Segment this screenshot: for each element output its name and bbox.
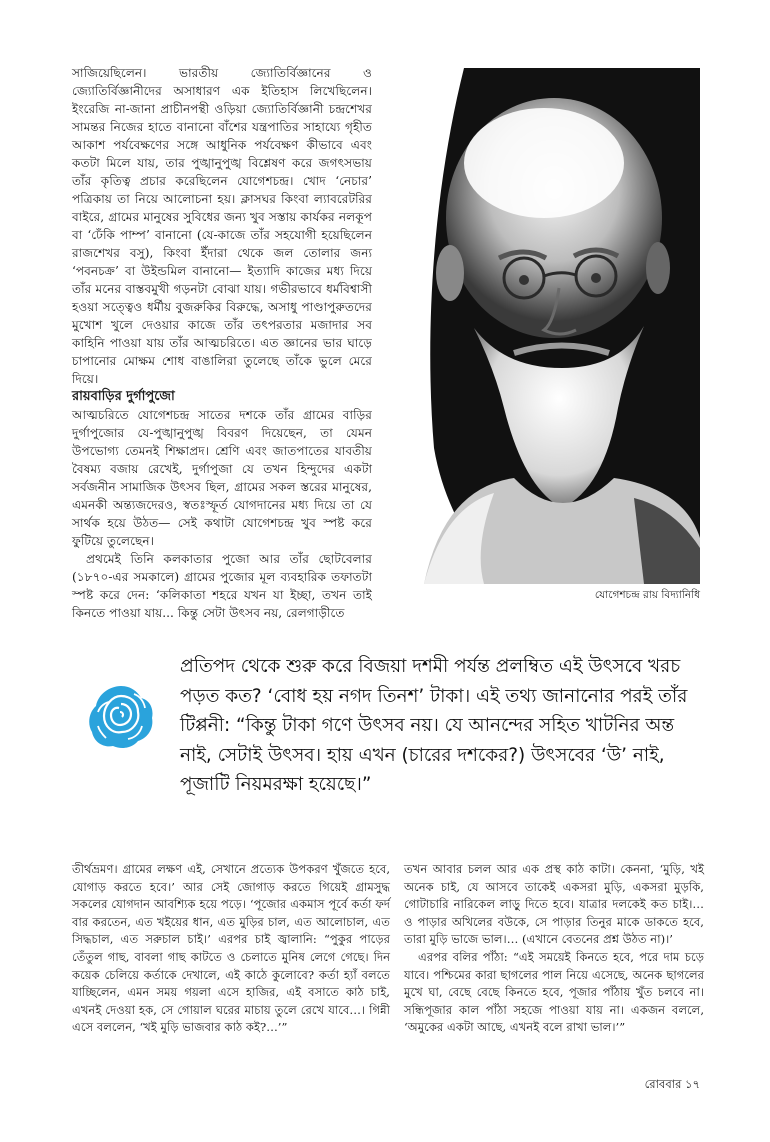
- pull-quote: প্রতিপদ থেকে শুরু করে বিজয়া দশমী পর্যন্ত প্রলম্বিত এই উৎসবে খরচ পড়ত কত? ‘বোধ হয় নগদ তিনশ’ টাকা। এই তথ্য জানানোর পরই তাঁর টিপ্পনী: “কিন্তু টাকা গণে উৎসব নয়। যে আনন্দের সহিত খাটনির অন্ত নাই, সেটাই উৎসব। হায় এখন (চারের দশকের?) উৎসবের ‘উ’ নাই, পূজাটি নিয়মরক্ষা হয়েছে।”: [180, 656, 688, 795]
- page-number: রোববার ১৭: [644, 1077, 700, 1091]
- article-paragraph: এরপর বলির পাঁঠা: “এই সময়েই কিনতে হবে, পরে দাম চড়ে যাবে। পশ্চিমের কারা ছাগলের পাল নিয়ে এসেছে, অনেক ছাগলের মুখে ঘা, বেছে বেছে কিনতে হবে, পূজার পাঁঠায় খুঁত চলবে না। সন্ধিপূজার কাল পাঁঠা সহজে পাওয়া যায় না। একজন বললে, ‘অমুকের একটা আছে, এখনই বলে রাখা ভাল।’”: [404, 949, 704, 1035]
- article-paragraph: সাজিয়েছিলেন। ভারতীয় জ্যোতির্বিজ্ঞানের ও জ্যোতির্বিজ্ঞানীদের অসাধারণ এক ইতিহাস লিখেছিলেন। ইংরেজি না-জানা প্রাচীনপন্থী ওড়িয়া জ্যোতির্বিজ্ঞানী চন্দ্রশেখর সামন্তর নিজের হাতে বানানো বাঁশের যন্ত্রপাতির সাহায্যে গৃহীত আকাশ পর্যবেক্ষণের সঙ্গে আধুনিক পর্যবেক্ষণ কীভাবে এবং কতটা মিলে যায়, তার পুঙ্খানুপুঙ্খ বিশ্লেষণ করে জগৎসভায় তাঁর কৃতিত্ব প্রচার করেছিলেন যোগেশচন্দ্র। খোদ ‘নেচার’ পত্রিকায় তা নিয়ে আলোচনা হয়। ক্লাসঘর কিংবা ল্যাবরেটরির বাইরে, গ্রামের মানুষের সুবিধের জন্য খুব সস্তায় কার্যকর নলকূপ বা ‘ঢেঁকি পাম্প’ বানানো (যে-কাজে তাঁর সহযোগী হয়েছিলেন রাজশেখর বসু), কিংবা ইঁদারা থেকে জল তোলার জন্য ‘পবনচক্র’ বা উইন্ডমিল বানানো— ইত্যাদি কাজের মধ্য দিয়ে তাঁর মনের বাস্তবমুখী গড়নটা বোঝা যায়। গভীরভাবে ধর্মবিশ্বাসী হওয়া সত্ত্বেও ধর্মীয় বুজরুকির বিরুদ্ধে, অসাধু পাণ্ডাপুরুতদের মুখোশ খুলে দেওয়ার কাজে তাঁর তৎপরতার মজাদার সব কাহিনি পাওয়া যায় তাঁর আত্মচরিতে। এত জ্ঞানের ভার ঘাড়ে চাপানোর মোক্ষম শোধ বাঙালিরা তুলেছে তাঁকে ভুলে মেরে দিয়ে।: [72, 66, 372, 386]
- rose-ornament-icon: [86, 682, 156, 752]
- article-paragraph: আত্মচরিতে যোগেশচন্দ্র সাতের দশকে তাঁর গ্রামের বাড়ির দুর্গাপুজোর যে-পুঙ্খানুপুঙ্খ বিবরণ দিয়েছেন, তা যেমন উপভোগ্য তেমনই শিক্ষাপ্রদ। শ্রেণি এবং জাতপাতের যাবতীয় বৈষম্য বজায় রেখেই, দুর্গাপুজা যে তখন হিন্দুদের একটা সর্বজনীন সামাজিক উৎসব ছিল, গ্রামের সকল স্তরের মানুষের, এমনকী অন্ত্যজদেরও, স্বতঃস্ফূর্ত যোগদানের মধ্য দিয়ে তা যে সার্থক হয়ে উঠত— সেই কথাটা যোগেশচন্দ্র খুব স্পষ্ট করে ফুটিয়ে তুলেছেন।: [72, 408, 372, 548]
- portrait-photo: [404, 68, 700, 584]
- article-paragraph: প্রথমেই তিনি কলকাতার পুজো আর তাঁর ছোটবেলার (১৮৭০-এর সমকালে) গ্রামের পুজোর মূল ব্যবহারিক তফাতটা স্পষ্ট করে দেন: ‘কলিকাতা শহরে যখন যা ইচ্ছা, তখন তাই কিনতে পাওয়া যায়... কিন্তু সেটা উৎসব নয়, রেলগাড়ীতে: [72, 552, 372, 620]
- article-column-bottom-left: [72, 861, 390, 1037]
- section-subheading: রায়বাড়ির দুর্গাপুজো: [72, 389, 175, 404]
- article-paragraph: তখন আবার চলল আর এক প্রস্থ কাঠ কাটা। কেননা, ‘মুড়ি, খই অনেক চাই, যে আসবে তাকেই একসরা মুড়ি, একসরা মুড়কি, গোটাচারি নারিকেল লাড়ু দিতে হবে। যাত্রার দলকেই কত চাই।… ও পাড়ার অখিলের বউকে, সে পাড়ার তিনুর মাকে ডাকতে হবে, তারা মুড়ি ভাজে ভাল।… (এখানে বেতনের প্রশ্ন উঠত না)।’: [404, 862, 704, 947]
- photo-caption: যোগেশচন্দ্র রায় বিদ্যানিধি: [594, 589, 700, 601]
- blue-rose-icon: [86, 682, 156, 752]
- article-column-top-left: [72, 64, 372, 622]
- article-column-bottom-right: [404, 861, 704, 1037]
- article-paragraph: তীর্থভ্রমণ। গ্রামের লক্ষণ এই, সেখানে প্রত্যেক উপকরণ খুঁজতে হবে, যোগাড় করতে হবে।’ আর সেই জোগাড় করতে গিয়েই গ্রামসুদ্ধ সকলের যোগদান আবশ্যিক হয়ে পড়ে। ‘পূজোর একমাস পূর্বে কর্তা ফর্দ বার করতেন, এত খইয়ের ধান, এত মুড়ির চাল, এত আলোচাল, এত সিদ্ধচাল, এত সরুচাল চাই।’ এরপর চাই জ্বালানি: “পুকুর পাড়ের তেঁতুল গাছ, বাবলা গাছ কাটতে ও চেলাতে মুনিষ লেগে গেছে। দিন কয়েক চেলিয়ে কর্তাকে দেখালে, এই কাঠে কুলোবে? কর্তা হ্যাঁ বলতে যাচ্ছিলেন, এমন সময় গয়লা এসে হাজির, এই বসাতে কাঠ চাই, এখনই দেওয়া হক, সে গোয়াল ঘরের মাচায় তুলে রেখে যাবে…। গিন্নী এসে বললেন, ‘খই মুড়ি ভাজবার কাঠ কই?…’”: [72, 862, 390, 1035]
- portrait-icon: [404, 68, 700, 584]
